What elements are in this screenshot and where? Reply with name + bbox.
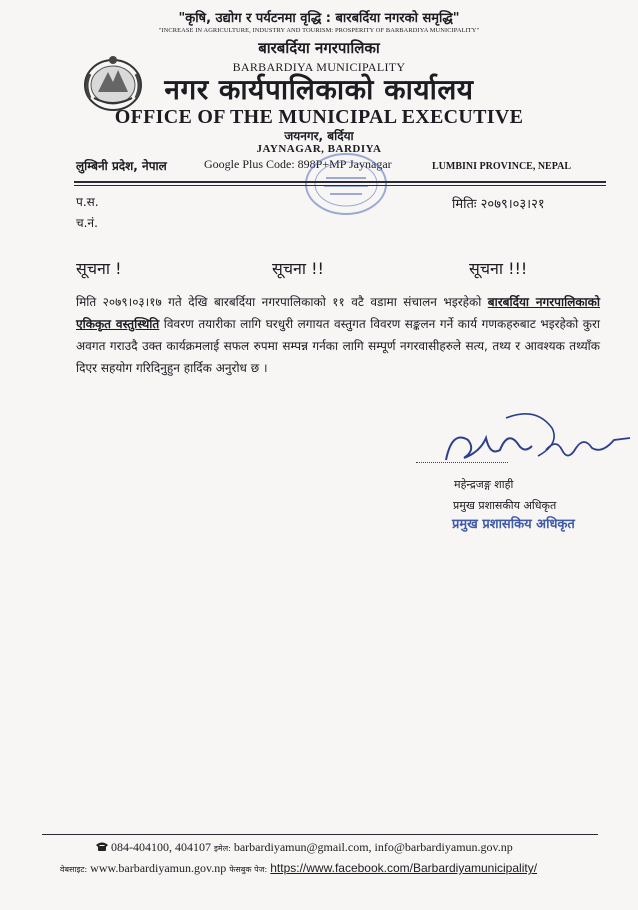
body-highlight: बारबर्दिया नगरपालिकाको एकिकृत वस्तुस्थिति <box>76 295 600 331</box>
notice-heading-1: सूचना ! <box>76 259 122 278</box>
footer-website-label: वेबसाइट: <box>60 865 88 874</box>
notice-body <box>76 291 600 379</box>
footer-emails[interactable]: barbardiyamun@gmail.com, info@barbardiyamun.gov.np <box>233 840 513 854</box>
body-text-end: विवरण तयारीका लागि घरधुरी लगायत वस्तुगत विवरण सङ्कलन गर्ने कार्य गणकहरुबाट भइरहेको कुरा अवगत गराउदै उक्त कार्यक्रमलाई सफल रुपमा सम्पन्न गर्नका लागि सम्पूर्ण नगरवासीहरुले सत्य, तथ्य र आवश्यक तथ्याँक दिएर सहयोग गरिदिनुहुन हार्दिक अनुरोध छ । <box>76 317 600 375</box>
footer-facebook-link[interactable]: https://www.facebook.com/Barbardiyamunicipality/ <box>270 861 538 875</box>
phone-icon <box>95 841 109 852</box>
header-divider <box>74 181 606 183</box>
footer-website[interactable]: www.barbardiyamun.gov.np <box>90 861 227 875</box>
slogan-nepali: "कृषि, उद्योग र पर्यटनमा वृद्धि : बारबर्दिया नगरको समृद्धि" <box>178 11 460 26</box>
office-title-english: OFFICE OF THE MUNICIPAL EXECUTIVE <box>114 106 524 128</box>
google-plus-code: Google Plus Code: 898P+MP Jaynagar <box>204 157 392 171</box>
signatory-title-stamp: प्रमुख प्रशासकिय अधिकृत <box>452 517 575 532</box>
footer-web-line <box>60 861 537 876</box>
notice-heading-2: सूचना !! <box>272 259 324 278</box>
footer-divider <box>42 834 598 835</box>
signatory-name: महेन्द्रजङ्ग शाही <box>454 478 514 491</box>
footer-phone: 084-404100, 404107 <box>111 840 211 854</box>
footer-facebook-label: फेसबुक पेज: <box>229 865 268 874</box>
letter-number-label: प.स. <box>76 195 99 209</box>
office-title-nepali: नगर कार्यपालिकाको कार्यालय <box>164 73 474 106</box>
municipality-name-english: BARBARDIYA MUNICIPALITY <box>232 60 406 74</box>
signature-line <box>416 462 508 463</box>
city-nepali: जयनगर, बर्दिया <box>284 129 354 143</box>
body-text-start: मिति २०७९।०३।१७ गते देखि बारबर्दिया नगरपालिकाको ११ वटै वडामा संचालन भइरहेको <box>76 295 488 309</box>
handwritten-signature-icon <box>416 410 638 482</box>
municipality-name-nepali: बारबर्दिया नगरपालिका <box>258 39 380 57</box>
header-divider-thin <box>74 185 606 186</box>
footer-email-label: इमेल: <box>214 844 231 853</box>
slogan-english: "INCREASE IN AGRICULTURE, INDUSTRY AND TOURISM: PROSPERITY OF BARBARDIYA MUNICIPALITY" <box>158 27 480 34</box>
letter-date: मितिः २०७९।०३।२१ <box>452 197 545 212</box>
province-nepali: लुम्बिनी प्रदेश, नेपाल <box>76 159 167 173</box>
signatory-title: प्रमुख प्रशासकीय अधिकृत <box>453 499 557 512</box>
footer-contact-line <box>95 840 513 855</box>
province-english: LUMBINI PROVINCE, NEPAL <box>432 161 571 172</box>
dispatch-number-label: च.नं. <box>76 216 98 230</box>
office-stamp-icon <box>300 148 392 220</box>
city-english: JAYNAGAR, BARDIYA <box>256 143 382 155</box>
notice-heading-3: सूचना !!! <box>469 259 528 278</box>
